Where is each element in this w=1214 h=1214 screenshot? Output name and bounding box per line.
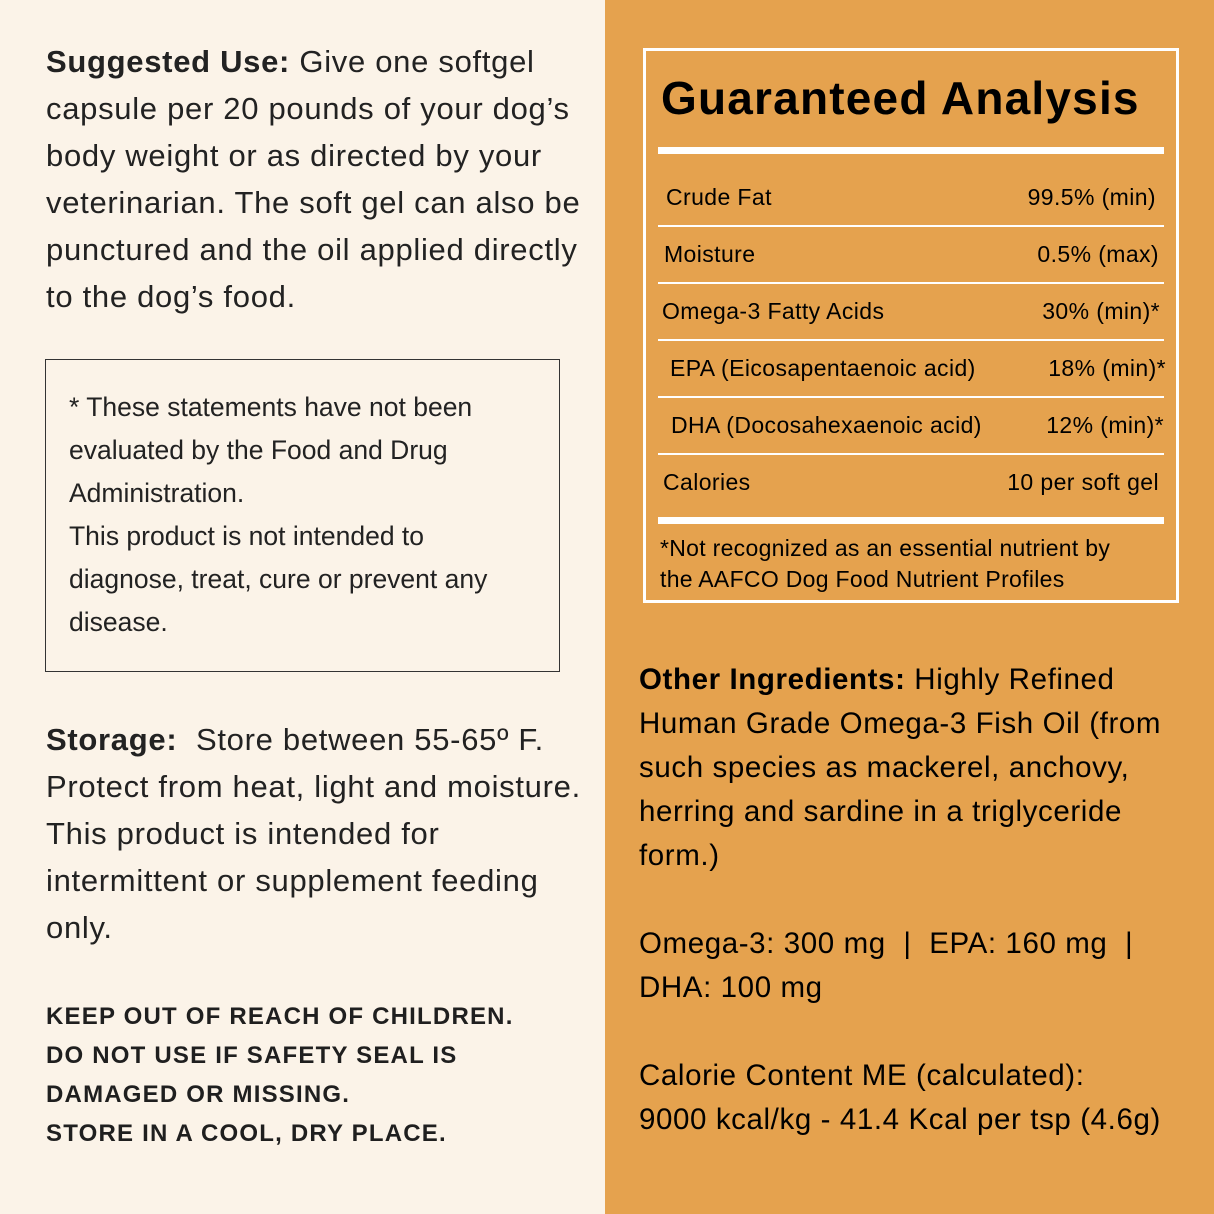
suggested-use-text: Give one softgel capsule per 20 pounds of your dog’s body weight or as directed by your veterinarian. The soft gel can also be punctured and the oil applied directly to the dog’s food.: [46, 44, 581, 314]
omega-line: DHA: 100 mg: [639, 971, 823, 1004]
analysis-row-value: 10 per soft gel: [1007, 469, 1159, 495]
analysis-row-name: Moisture: [664, 241, 756, 267]
analysis-row-name: DHA (Docosahexaenoic acid): [671, 412, 982, 438]
warning-line: DAMAGED OR MISSING.: [46, 1081, 351, 1108]
other-ingredients-text: Highly Refined Human Grade Omega-3 Fish Oil (from such species as mackerel, anchovy, herring and sardine in a triglyceride form.): [639, 663, 1162, 872]
title-divider: [658, 147, 1164, 154]
disclaimer-text: [69, 386, 539, 644]
disclaimer-line-intent: This product is not intended to diagnose, treat, cure or prevent any disease.: [69, 521, 488, 637]
left-panel: [0, 0, 605, 1214]
calorie-content: [639, 1054, 1209, 1142]
warning-line: STORE IN A COOL, DRY PLACE.: [46, 1120, 447, 1147]
analysis-row-value: 18% (min)*: [1048, 355, 1166, 381]
calorie-line: 9000 kcal/kg - 41.4 Kcal per tsp (4.6g): [639, 1103, 1161, 1136]
analysis-row-name: Omega-3 Fatty Acids: [662, 298, 885, 324]
disclaimer-box: [45, 359, 560, 672]
analysis-row-crude-fat: [658, 170, 1164, 227]
omega-content: [639, 922, 1199, 1010]
analysis-footnote: [660, 533, 1160, 595]
analysis-row-calories: [658, 455, 1164, 512]
analysis-row-name: Calories: [663, 469, 751, 495]
footnote-divider: [658, 517, 1164, 524]
analysis-row-moisture: [658, 227, 1164, 284]
other-ingredients-label: Other Ingredients:: [639, 663, 906, 696]
analysis-row-name: EPA (Eicosapentaenoic acid): [670, 355, 976, 381]
storage-label: Storage:: [46, 722, 178, 757]
omega-line: Omega-3: 300 mg | EPA: 160 mg |: [639, 927, 1134, 960]
warning-line: DO NOT USE IF SAFETY SEAL IS: [46, 1042, 458, 1069]
suggested-use-label: Suggested Use:: [46, 44, 291, 79]
analysis-row-name: Crude Fat: [666, 184, 772, 210]
analysis-row-omega-3: [658, 284, 1164, 341]
disclaimer-line-fda: * These statements have not been evaluated by the Food and Drug Administration.: [69, 392, 473, 508]
analysis-row-dha: [658, 398, 1164, 455]
analysis-row-value: 12% (min)*: [1046, 412, 1164, 438]
other-ingredients-paragraph: [639, 658, 1199, 878]
footnote-line: the AAFCO Dog Food Nutrient Profiles: [660, 566, 1065, 592]
guaranteed-analysis-title: Guaranteed Analysis: [661, 72, 1140, 124]
warning-line: KEEP OUT OF REACH OF CHILDREN.: [46, 1003, 514, 1030]
suggested-use-paragraph: [46, 38, 586, 320]
analysis-row-value: 99.5% (min): [1027, 184, 1156, 210]
footnote-line: *Not recognized as an essential nutrient by: [660, 535, 1111, 561]
warnings-block: [46, 997, 586, 1153]
analysis-row-value: 30% (min)*: [1042, 298, 1160, 324]
guaranteed-analysis-box: [643, 48, 1179, 603]
calorie-line: Calorie Content ME (calculated):: [639, 1059, 1085, 1092]
analysis-row-epa: [658, 341, 1164, 398]
storage-paragraph: [46, 716, 591, 951]
analysis-row-value: 0.5% (max): [1037, 241, 1159, 267]
storage-text: Store between 55-65º F. Protect from heat, light and moisture. This product is intended for intermittent or supplement feeding only.: [46, 722, 590, 945]
